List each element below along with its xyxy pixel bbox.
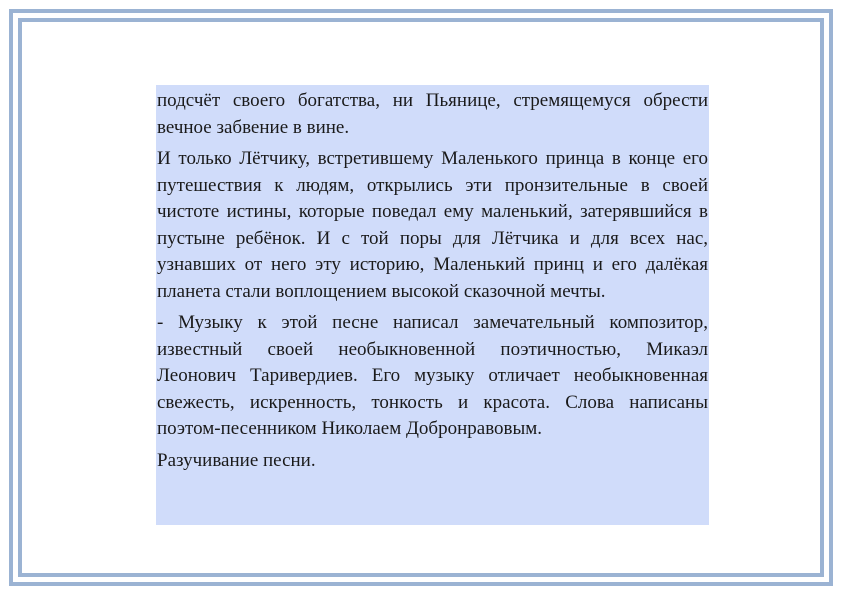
slide-text-block (156, 85, 709, 525)
paragraph-4: Разучивание песни. (157, 449, 316, 471)
paragraph-1: подсчёт своего богатства, ни Пьянице, стремящемуся обрести вечное забвение в вине. (157, 90, 708, 138)
paragraph-2: И только Лётчику, встретившему Маленького принца в конце его путешествия к людям, открылись эти пронзительные в своей чистоте истины, которые поведал ему маленький, затерявшийся в пустыне ребёнок. И с той поры для Лётчика и для всех нас, узнавших от него эту историю, Маленький принц и его далёкая планета стали воплощением высокой сказочной мечты. (157, 148, 708, 302)
paragraph-3: - Музыку к этой песне написал замечательный композитор, известный своей необыкновенной поэтичностью, Микаэл Леонович Таривердиев. Его музыку отличает необыкновенная свежесть, искренность, тонкость и красота. Слова написаны поэтом-песенником Николаем Добронравовым. (157, 312, 708, 439)
